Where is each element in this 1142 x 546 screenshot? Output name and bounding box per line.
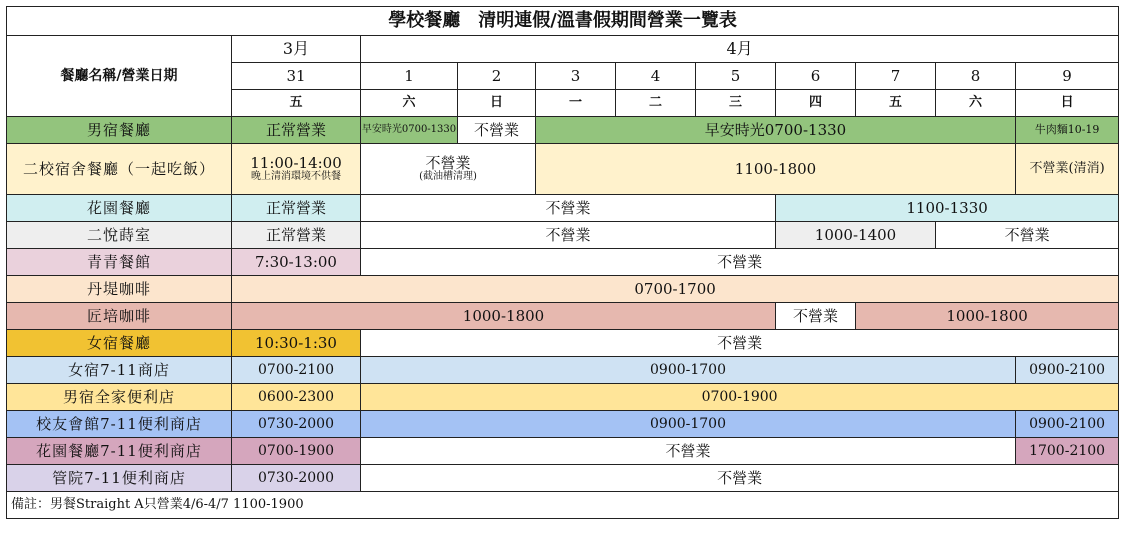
table-row: [7, 303, 1119, 330]
hours-cell: 1700-2100: [1016, 438, 1119, 465]
hours-cell: 早安時光0700-1330: [536, 117, 1016, 144]
table-row: [7, 330, 1119, 357]
schedule-table: [6, 6, 1119, 519]
date-cell: 31: [232, 63, 361, 90]
restaurant-name: 女宿7-11商店: [7, 357, 232, 384]
closed-cell: 不營業: [776, 303, 856, 330]
table-row: [7, 438, 1119, 465]
date-cell: 5: [696, 63, 776, 90]
restaurant-name: 男宿餐廳: [7, 117, 232, 144]
weekday-cell: 日: [1016, 90, 1119, 117]
restaurant-name: 男宿全家便利店: [7, 384, 232, 411]
table-row: [7, 144, 1119, 195]
closed-cell: 不營業(清消): [1016, 144, 1119, 195]
date-cell: 3: [536, 63, 616, 90]
hours-cell: 7:30-13:00: [232, 249, 361, 276]
hours-cell: 0900-2100: [1016, 411, 1119, 438]
month-march: 3月: [232, 36, 361, 63]
restaurant-name: 二校宿舍餐廳（一起吃飯）: [7, 144, 232, 195]
table-row: [7, 276, 1119, 303]
table-row: [7, 195, 1119, 222]
weekday-cell: 一: [536, 90, 616, 117]
hours-cell: 正常營業: [232, 222, 361, 249]
hours-cell: 0600-2300: [232, 384, 361, 411]
weekday-cell: 四: [776, 90, 856, 117]
closed-cell: 不營業: [361, 249, 1119, 276]
restaurant-name: 二悅蒔室: [7, 222, 232, 249]
restaurant-name: 匠培咖啡: [7, 303, 232, 330]
weekday-cell: 六: [361, 90, 458, 117]
date-cell: 1: [361, 63, 458, 90]
hours-cell: 1100-1800: [536, 144, 1016, 195]
date-cell: 2: [458, 63, 536, 90]
restaurant-name: 管院7-11便利商店: [7, 465, 232, 492]
hours-sub-note: 晚上清消環境不供餐: [251, 171, 341, 182]
table-row: [7, 384, 1119, 411]
table-row: [7, 117, 1119, 144]
name-column-header: 餐廳名稱/營業日期: [7, 36, 232, 117]
closed-sub-note: (截油槽清理): [419, 171, 477, 182]
closed-cell: 不營業: [936, 222, 1119, 249]
date-cell: 8: [936, 63, 1016, 90]
hours-cell: 1000-1800: [856, 303, 1119, 330]
closed-cell: 不營業: [361, 465, 1119, 492]
date-cell: 7: [856, 63, 936, 90]
hours-cell: 0730-2000: [232, 411, 361, 438]
closed-cell: 不營業: [361, 222, 776, 249]
hours-main: 11:00-14:00: [250, 154, 342, 172]
closed-cell: 不營業: [458, 117, 536, 144]
hours-cell: 早安時光0700-1330: [361, 117, 458, 144]
hours-cell: 0730-2000: [232, 465, 361, 492]
hours-cell: 10:30-1:30: [232, 330, 361, 357]
hours-cell: 0900-2100: [1016, 357, 1119, 384]
footnote: 備註：男餐Straight A只營業4/6-4/7 1100-1900: [7, 492, 1119, 519]
hours-cell: 牛肉麵10-19: [1016, 117, 1119, 144]
closed-cell: 不營業: [361, 438, 1016, 465]
hours-cell: 1000-1800: [232, 303, 776, 330]
closed-main: 不營業: [425, 154, 471, 172]
closed-cell: 不營業: [361, 330, 1119, 357]
hours-cell: 0700-2100: [232, 357, 361, 384]
table-row: [7, 411, 1119, 438]
weekday-cell: 五: [232, 90, 361, 117]
restaurant-name: 校友會館7-11便利商店: [7, 411, 232, 438]
hours-cell: 0900-1700: [361, 357, 1016, 384]
page-title: 學校餐廳 清明連假/溫書假期間營業一覽表: [7, 7, 1119, 36]
weekday-cell: 三: [696, 90, 776, 117]
weekday-cell: 六: [936, 90, 1016, 117]
weekday-cell: 日: [458, 90, 536, 117]
date-cell: 9: [1016, 63, 1119, 90]
table-row: [7, 249, 1119, 276]
restaurant-name: 青青餐館: [7, 249, 232, 276]
table-row: [7, 222, 1119, 249]
hours-cell: 0900-1700: [361, 411, 1016, 438]
hours-cell: 1000-1400: [776, 222, 936, 249]
weekday-cell: 二: [616, 90, 696, 117]
hours-cell: 正常營業: [232, 117, 361, 144]
weekday-cell: 五: [856, 90, 936, 117]
hours-cell: [232, 144, 361, 195]
restaurant-name: 女宿餐廳: [7, 330, 232, 357]
hours-cell: 正常營業: [232, 195, 361, 222]
date-cell: 4: [616, 63, 696, 90]
table-row: [7, 357, 1119, 384]
closed-cell: 不營業: [361, 195, 776, 222]
restaurant-name: 花園餐廳7-11便利商店: [7, 438, 232, 465]
hours-cell: 1100-1330: [776, 195, 1119, 222]
restaurant-name: 花園餐廳: [7, 195, 232, 222]
table-row: [7, 465, 1119, 492]
closed-cell: [361, 144, 536, 195]
month-april: 4月: [361, 36, 1119, 63]
date-cell: 6: [776, 63, 856, 90]
restaurant-name: 丹堤咖啡: [7, 276, 232, 303]
hours-cell: 0700-1900: [361, 384, 1119, 411]
hours-cell: 0700-1900: [232, 438, 361, 465]
hours-cell: 0700-1700: [232, 276, 1119, 303]
